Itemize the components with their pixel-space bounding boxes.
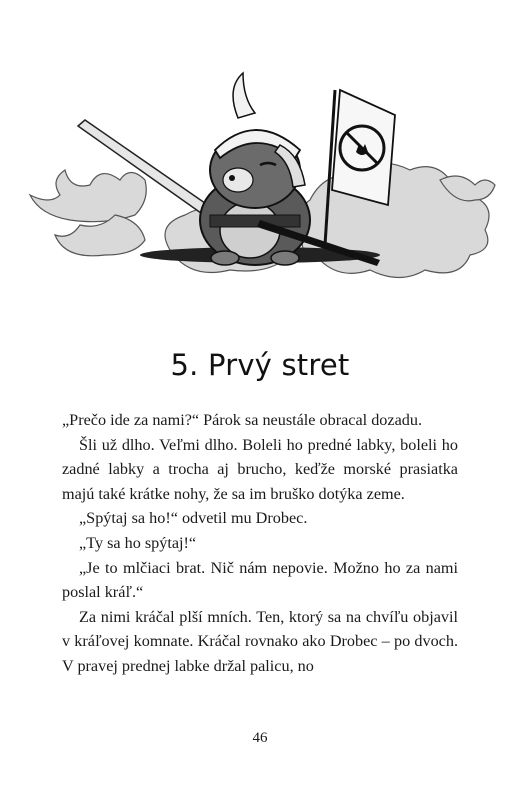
paragraph: „Ty sa ho spýtaj!“ [79, 533, 197, 552]
samurai-guinea-pig-illustration [10, 70, 510, 310]
paragraph: Šli už dlho. Veľmi dlho. Boleli ho predné labky, boleli ho zadné labky a trocha aj brucho, keďže morské prasiatka majú také krátke nohy, že sa im bruško dotýka zeme. [62, 435, 458, 503]
paragraph: Za nimi kráčal plší mních. Ten, ktorý sa na chvíľu objavil v kráľovej komnate. Kráčal rovnako ako Drobec – po dvoch. V pravej prednej labke držal palicu, no [62, 607, 458, 675]
paragraph: „Prečo ide za nami?“ Párok sa neustále obracal dozadu. [62, 411, 423, 429]
chapter-title: 5. Prvý stret [170, 348, 350, 382]
body-text [62, 408, 458, 679]
paragraph: „Spýtaj sa ho!“ odvetil mu Drobec. [79, 509, 308, 528]
page-number: 46 [252, 730, 268, 746]
paragraph: „Je to mlčiaci brat. Nič nám nepovie. Možno ho za nami poslal kráľ.“ [62, 558, 458, 602]
